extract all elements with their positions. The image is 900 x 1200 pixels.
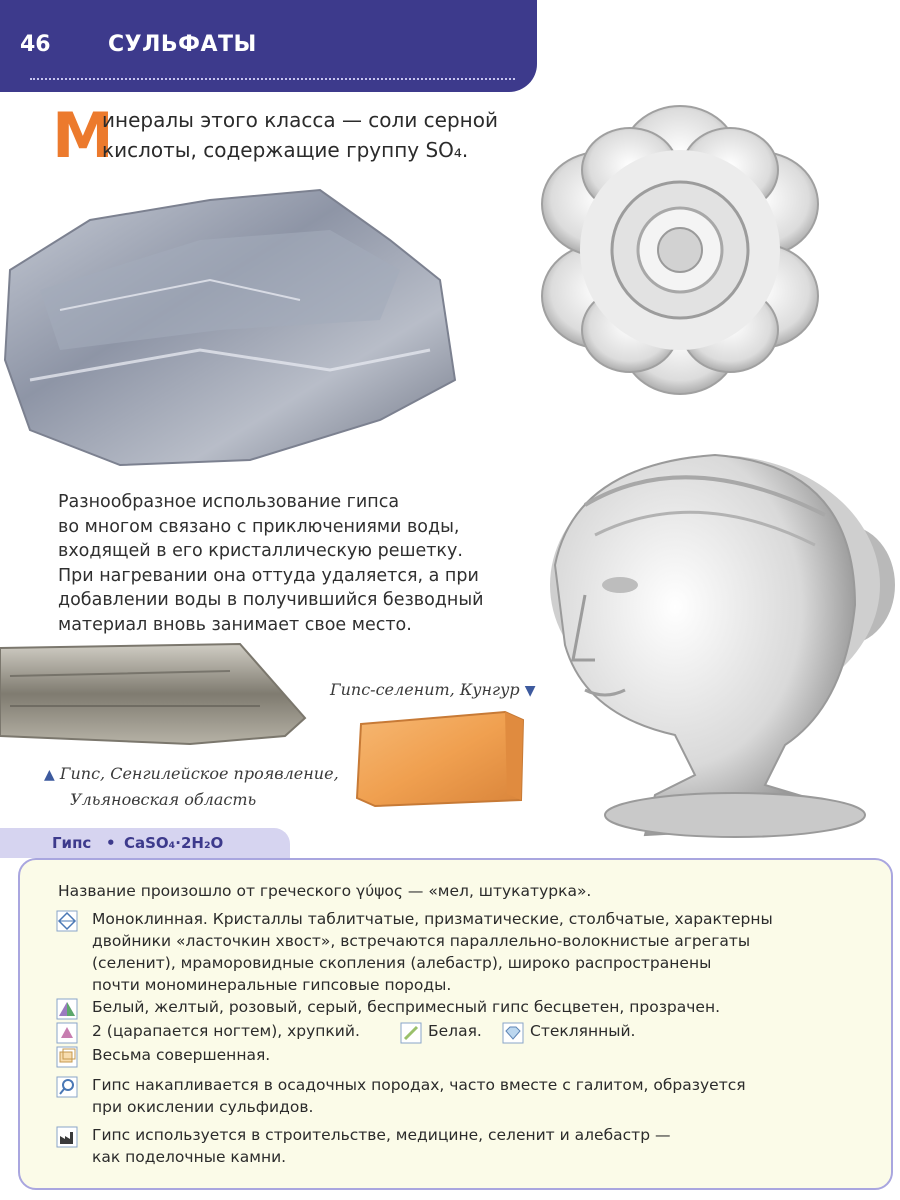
mineral-name: Гипс xyxy=(52,834,92,852)
gypsum-rock-image xyxy=(0,180,465,480)
body-line: материал вновь занимает свое место. xyxy=(58,614,412,635)
crystal-system-icon xyxy=(56,910,78,932)
color-icon xyxy=(56,998,78,1020)
use-line: как поделочные камни. xyxy=(92,1148,287,1166)
page-title: СУЛЬФАТЫ xyxy=(108,32,257,57)
page-header xyxy=(0,0,537,92)
selenite-caption xyxy=(330,680,536,699)
luster-text: Стеклянный. xyxy=(530,1022,636,1040)
bullet: • xyxy=(106,834,116,852)
body-line: входящей в его кристаллическую решетку. xyxy=(58,541,463,561)
cleavage-text: Весьма совершенная. xyxy=(92,1046,271,1064)
factory-icon xyxy=(56,1126,78,1148)
body-line: Разнообразное использование гипса xyxy=(58,492,400,512)
mineral-formula-bar xyxy=(0,828,290,858)
triangle-down-icon: ▼ xyxy=(524,683,536,699)
intro-line-1: инералы этого класса — соли серной xyxy=(102,108,498,132)
hardness-icon xyxy=(56,1022,78,1044)
sengiley-caption-line-2: Ульяновская область xyxy=(70,790,257,809)
luster-icon xyxy=(502,1022,524,1044)
crystal-line: Моноклинная. Кристаллы таблитчатые, призматические, столбчатые, характерны xyxy=(92,910,773,928)
mineral-formula: CaSO₄·2H₂O xyxy=(124,834,224,852)
plaster-bust-image xyxy=(525,445,900,840)
sengiley-caption-2 xyxy=(70,790,256,809)
intro-line-2: кислоты, содержащие группу SO₄. xyxy=(102,138,469,162)
hardness-text: 2 (царапается ногтем), хрупкий. xyxy=(92,1022,360,1040)
origin-line: при окислении сульфидов. xyxy=(92,1098,314,1116)
page-number: 46 xyxy=(20,32,51,57)
body-line: во многом связано с приключениями воды, xyxy=(58,516,460,537)
crystal-line: (селенит), мраморовидные скопления (алебастр), широко распространены xyxy=(92,954,712,972)
use-line: Гипс используется в строительстве, медицине, селенит и алебастр — xyxy=(92,1126,671,1144)
body-line: При нагревании она оттуда удаляется, а при xyxy=(58,565,479,586)
body-line: добавлении воды в получившийся безводный xyxy=(58,590,484,610)
header-dotted-line xyxy=(30,78,515,80)
streak-text: Белая. xyxy=(428,1022,482,1040)
crystal-line: двойники «ласточкин хвост», встречаются параллельно-волокнистые агрегаты xyxy=(92,932,751,950)
origin-line: Гипс накапливается в осадочных породах, часто вместе с галитом, образуется xyxy=(92,1076,746,1094)
etymology-text: Название произошло от греческого γύψος — «мел, штукатурка». xyxy=(58,882,592,900)
color-text: Белый, желтый, розовый, серый, беспримесный гипс бесцветен, прозрачен. xyxy=(92,998,721,1016)
sengiley-caption xyxy=(44,764,339,783)
streak-icon xyxy=(400,1022,422,1044)
selenite-image xyxy=(355,708,525,808)
cleavage-icon xyxy=(56,1046,78,1068)
plaster-rosette-image xyxy=(500,100,860,400)
dropcap: М xyxy=(52,99,114,172)
triangle-up-icon: ▲ xyxy=(44,767,55,783)
selenite-caption-text: Гипс-селенит, Кунгур xyxy=(330,680,520,699)
crystal-line: почти мономинеральные гипсовые породы. xyxy=(92,976,452,994)
gypsum-crystal-image xyxy=(0,636,310,746)
body-paragraph xyxy=(58,490,508,637)
magnifier-icon xyxy=(56,1076,78,1098)
sengiley-caption-line-1: Гипс, Сенгилейское проявление, xyxy=(59,764,339,783)
mineral-info-box xyxy=(18,858,893,1190)
